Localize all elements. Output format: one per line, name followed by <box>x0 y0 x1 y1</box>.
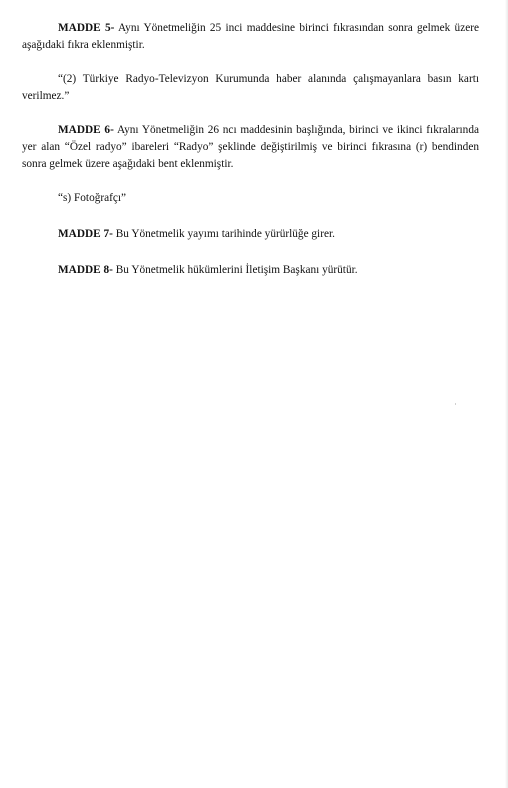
madde-7-label: MADDE 7- <box>58 228 113 240</box>
madde-5-quote-paragraph <box>22 71 479 105</box>
madde-7-paragraph <box>22 226 479 243</box>
madde-6-label: MADDE 6- <box>58 124 114 136</box>
madde-8-paragraph <box>22 262 479 279</box>
madde-6-text: Aynı Yönetmeliğin 26 ncı maddesinin başlığında, birinci ve ikinci fıkralarında yer alan “Özel radyo” ibareleri “Radyo” şeklinde değiştirilmiş ve birinci fıkrasına (r) bendinden sonra gelmek üzere aşağıdaki bent eklenmiştir. <box>22 124 479 170</box>
madde-6-quote-paragraph <box>22 190 479 207</box>
madde-8-text: Bu Yönetmelik hükümlerini İletişim Başkanı yürütür. <box>112 264 358 276</box>
scan-speck <box>455 403 456 405</box>
madde-8-label: MADDE 8- <box>58 264 113 276</box>
madde-5-label: MADDE 5- <box>58 22 115 34</box>
madde-5-paragraph <box>22 20 479 54</box>
madde-6-paragraph <box>22 122 479 173</box>
madde-6-quote-text: “s) Fotoğrafçı” <box>58 192 127 204</box>
madde-5-quote-text: “(2) Türkiye Radyo-Televizyon Kurumunda haber alanında çalışmayanlara basın kartı verilmez.” <box>22 73 479 102</box>
madde-7-text: Bu Yönetmelik yayımı tarihinde yürürlüğe girer. <box>112 228 335 240</box>
madde-5-text: Aynı Yönetmeliğin 25 inci maddesine birinci fıkrasından sonra gelmek üzere aşağıdaki fıkra eklenmiştir. <box>22 22 479 51</box>
